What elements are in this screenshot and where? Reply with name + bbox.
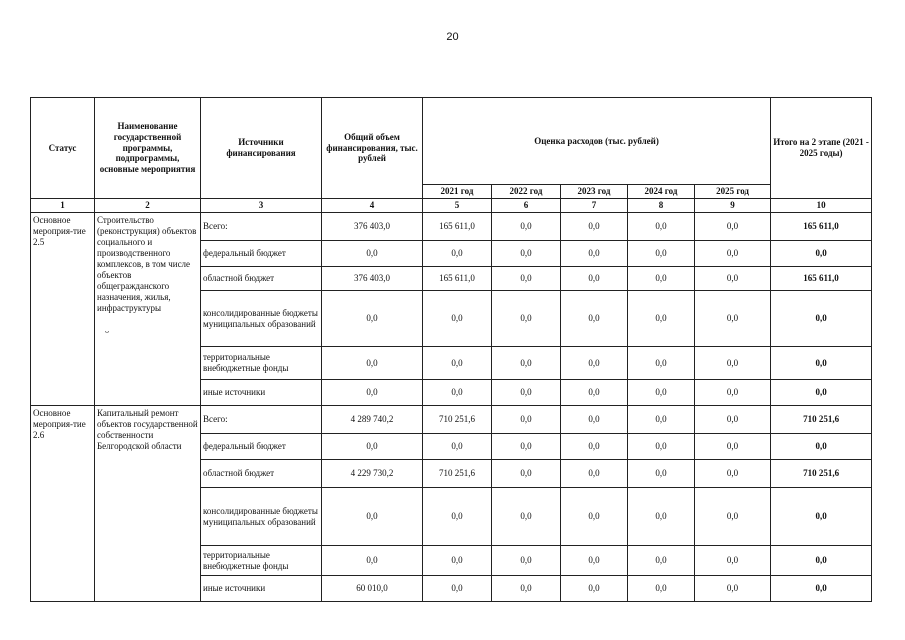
- year-2025-cell: 0,0: [695, 488, 771, 546]
- stage-total-cell: 710 251,6: [771, 460, 872, 488]
- year-2023-cell: 0,0: [561, 347, 628, 380]
- source-cell: консолидированные бюджеты муниципальных образований: [201, 291, 322, 347]
- financing-table: [30, 97, 872, 602]
- header-sources: Источники финансирования: [201, 98, 322, 199]
- header-year-2022: 2022 год: [492, 185, 561, 199]
- event-name-text: Строительство (реконструкция) объектов социального и производственного комплексов, в том числе объектов общегражданского назначения, жилья, инфраструктуры: [97, 215, 197, 313]
- stage-total-cell: 0,0: [771, 576, 872, 602]
- status-cell: Основное мероприя-тие 2.5: [31, 213, 95, 406]
- stage-total-cell: 0,0: [771, 546, 872, 576]
- stage-total-cell: 165 611,0: [771, 213, 872, 241]
- year-2022-cell: 0,0: [492, 291, 561, 347]
- year-2025-cell: 0,0: [695, 434, 771, 460]
- source-cell: областной бюджет: [201, 460, 322, 488]
- year-2022-cell: 0,0: [492, 546, 561, 576]
- year-2023-cell: 0,0: [561, 380, 628, 406]
- header-name: Наименование государственной программы, подпрограммы, основные мероприятия: [95, 98, 201, 199]
- year-2022-cell: 0,0: [492, 241, 561, 267]
- year-2023-cell: 0,0: [561, 576, 628, 602]
- stage-total-cell: 0,0: [771, 241, 872, 267]
- year-2024-cell: 0,0: [628, 488, 695, 546]
- year-2024-cell: 0,0: [628, 380, 695, 406]
- source-cell: федеральный бюджет: [201, 434, 322, 460]
- year-2022-cell: 0,0: [492, 576, 561, 602]
- total-cell: 376 403,0: [322, 267, 423, 291]
- total-cell: 0,0: [322, 347, 423, 380]
- page-number: 20: [446, 31, 459, 43]
- year-2021-cell: 0,0: [423, 241, 492, 267]
- year-2024-cell: 0,0: [628, 460, 695, 488]
- column-index-4: 4: [322, 199, 423, 213]
- header-year-2024: 2024 год: [628, 185, 695, 199]
- year-2023-cell: 0,0: [561, 460, 628, 488]
- total-cell: 376 403,0: [322, 213, 423, 241]
- header-total: Общий объем финансирования, тыс. рублей: [322, 98, 423, 199]
- year-2021-cell: 0,0: [423, 488, 492, 546]
- year-2024-cell: 0,0: [628, 406, 695, 434]
- source-cell: консолидированные бюджеты муниципальных образований: [201, 488, 322, 546]
- header-year-2023: 2023 год: [561, 185, 628, 199]
- year-2024-cell: 0,0: [628, 291, 695, 347]
- column-index-6: 6: [492, 199, 561, 213]
- total-cell: 0,0: [322, 380, 423, 406]
- total-cell: 0,0: [322, 291, 423, 347]
- header-status: Статус: [31, 98, 95, 199]
- year-2023-cell: 0,0: [561, 267, 628, 291]
- header-year-2025: 2025 год: [695, 185, 771, 199]
- year-2025-cell: 0,0: [695, 380, 771, 406]
- year-2021-cell: 165 611,0: [423, 213, 492, 241]
- column-index-1: 1: [31, 199, 95, 213]
- year-2025-cell: 0,0: [695, 460, 771, 488]
- year-2022-cell: 0,0: [492, 488, 561, 546]
- column-index-10: 10: [771, 199, 872, 213]
- column-index-3: 3: [201, 199, 322, 213]
- source-cell: иные источники: [201, 380, 322, 406]
- year-2024-cell: 0,0: [628, 267, 695, 291]
- pen-mark: ᴗ: [105, 325, 109, 335]
- year-2021-cell: 0,0: [423, 347, 492, 380]
- table-body: [31, 199, 872, 602]
- year-2023-cell: 0,0: [561, 488, 628, 546]
- year-2025-cell: 0,0: [695, 406, 771, 434]
- year-2021-cell: 0,0: [423, 576, 492, 602]
- header-estimate: Оценка расходов (тыс. рублей): [423, 98, 771, 185]
- year-2021-cell: 710 251,6: [423, 406, 492, 434]
- year-2025-cell: 0,0: [695, 267, 771, 291]
- event-name-text: Капитальный ремонт объектов государственной собственности Белгородской области: [97, 408, 198, 451]
- column-index-5: 5: [423, 199, 492, 213]
- source-cell: иные источники: [201, 576, 322, 602]
- stage-total-cell: 710 251,6: [771, 406, 872, 434]
- year-2025-cell: 0,0: [695, 347, 771, 380]
- source-cell: федеральный бюджет: [201, 241, 322, 267]
- year-2023-cell: 0,0: [561, 241, 628, 267]
- year-2022-cell: 0,0: [492, 347, 561, 380]
- year-2024-cell: 0,0: [628, 576, 695, 602]
- source-cell: Всего:: [201, 406, 322, 434]
- year-2024-cell: 0,0: [628, 546, 695, 576]
- column-index-8: 8: [628, 199, 695, 213]
- year-2023-cell: 0,0: [561, 291, 628, 347]
- stage-total-cell: 0,0: [771, 347, 872, 380]
- status-cell: Основное мероприя-тие 2.6: [31, 406, 95, 602]
- event-name-cell: [95, 213, 201, 406]
- header-year-2021: 2021 год: [423, 185, 492, 199]
- year-2021-cell: 710 251,6: [423, 460, 492, 488]
- year-2022-cell: 0,0: [492, 267, 561, 291]
- event-name-cell: [95, 406, 201, 602]
- total-cell: 0,0: [322, 434, 423, 460]
- total-cell: 4 289 740,2: [322, 406, 423, 434]
- header-stage-total: Итого на 2 этапе (2021 - 2025 годы): [771, 98, 872, 199]
- year-2022-cell: 0,0: [492, 460, 561, 488]
- source-cell: областной бюджет: [201, 267, 322, 291]
- year-2023-cell: 0,0: [561, 434, 628, 460]
- year-2022-cell: 0,0: [492, 406, 561, 434]
- year-2025-cell: 0,0: [695, 213, 771, 241]
- stage-total-cell: 0,0: [771, 291, 872, 347]
- year-2024-cell: 0,0: [628, 434, 695, 460]
- year-2022-cell: 0,0: [492, 380, 561, 406]
- year-2023-cell: 0,0: [561, 213, 628, 241]
- year-2024-cell: 0,0: [628, 213, 695, 241]
- total-cell: 0,0: [322, 241, 423, 267]
- year-2024-cell: 0,0: [628, 241, 695, 267]
- year-2021-cell: 0,0: [423, 434, 492, 460]
- total-cell: 0,0: [322, 488, 423, 546]
- year-2022-cell: 0,0: [492, 434, 561, 460]
- source-cell: территориальные внебюджетные фонды: [201, 546, 322, 576]
- table-row: [31, 406, 872, 434]
- year-2021-cell: 0,0: [423, 546, 492, 576]
- year-2022-cell: 0,0: [492, 213, 561, 241]
- column-index-7: 7: [561, 199, 628, 213]
- table-row: [31, 213, 872, 241]
- year-2021-cell: 0,0: [423, 380, 492, 406]
- year-2023-cell: 0,0: [561, 546, 628, 576]
- year-2023-cell: 0,0: [561, 406, 628, 434]
- total-cell: 0,0: [322, 546, 423, 576]
- source-cell: Всего:: [201, 213, 322, 241]
- total-cell: 60 010,0: [322, 576, 423, 602]
- year-2021-cell: 165 611,0: [423, 267, 492, 291]
- stage-total-cell: 0,0: [771, 434, 872, 460]
- column-index-2: 2: [95, 199, 201, 213]
- year-2025-cell: 0,0: [695, 546, 771, 576]
- column-index-9: 9: [695, 199, 771, 213]
- stage-total-cell: 0,0: [771, 488, 872, 546]
- total-cell: 4 229 730,2: [322, 460, 423, 488]
- stage-total-cell: 165 611,0: [771, 267, 872, 291]
- source-cell: территориальные внебюджетные фонды: [201, 347, 322, 380]
- year-2025-cell: 0,0: [695, 241, 771, 267]
- year-2021-cell: 0,0: [423, 291, 492, 347]
- stage-total-cell: 0,0: [771, 380, 872, 406]
- year-2025-cell: 0,0: [695, 576, 771, 602]
- year-2024-cell: 0,0: [628, 347, 695, 380]
- column-index-row: [31, 199, 872, 213]
- year-2025-cell: 0,0: [695, 291, 771, 347]
